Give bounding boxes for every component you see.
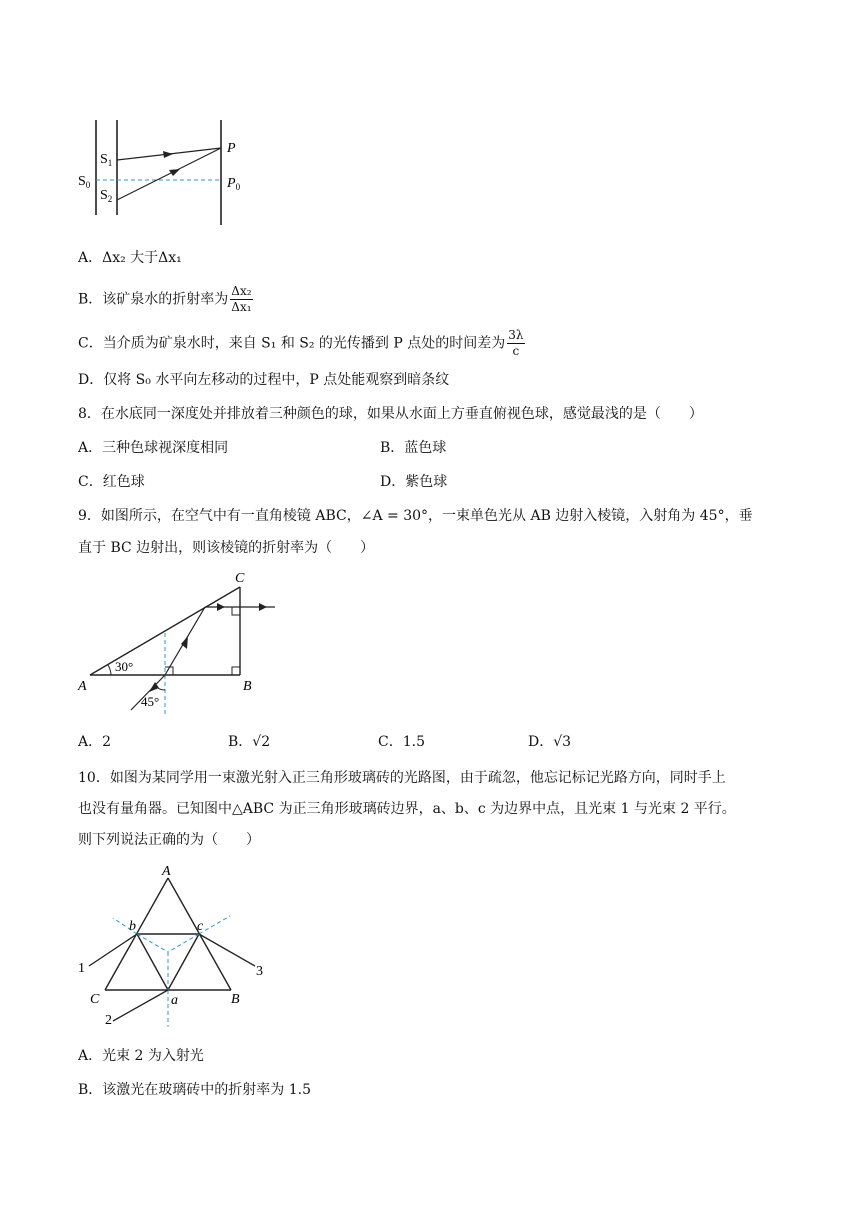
label-c-mid: c [197,919,204,934]
q8-stem: 8．在水底同一深度处并排放着三种颜色的球，如果从水面上方垂直俯视色球，感觉最浅的是（ ） [78,406,703,422]
label-p0: $P_0$ [227,176,241,192]
q7-option-b [78,284,255,315]
q8-option-a: A．三种色球视深度相同 [78,440,229,456]
double-slit-figure [70,115,270,230]
q7-option-c-text: C．当介质为矿泉水时，来自 S₁ 和 S₂ 的光传播到 P 点处的时间差为 [78,335,506,352]
label-s2: $S_2$ [100,188,113,204]
label-a-mid: a [171,993,178,1008]
q9-stem-line1: 9．如图所示，在空气中有一直角棱镜 ABC，∠A = 30°，一束单色光从 AB 边射入棱镜，入射角为 45°，垂 [78,508,753,524]
q10-stem-line1: 10．如图为某同学用一束激光射入正三角形玻璃砖的光路图，由于疏忽，他忘记标记光路方向，同时手上 [78,770,726,786]
q7-option-d: D．仅将 S₀ 水平向左移动的过程中，P 点处能观察到暗条纹 [78,372,450,388]
beam-2-label: 2 [105,1013,112,1028]
label-p: P [227,141,236,156]
label-a: A [78,679,87,694]
label-b: B [243,679,252,694]
q10-stem-line2: 也没有量角器。已知图中△ABC 为正三角形玻璃砖边界，a、b、c 为边界中点，且光束 1 与光束 2 平行。 [78,801,736,817]
label-b-vertex: B [231,992,240,1007]
angle-45-label: 45° [141,694,160,709]
q10-option-b: B．该激光在玻璃砖中的折射率为 1.5 [78,1082,312,1098]
q8-option-b: B．蓝色球 [380,440,447,456]
beam-3-label: 3 [256,964,263,979]
fraction [507,328,524,359]
q10-stem-line3: 则下列说法正确的为（ ） [78,832,260,848]
q9-option-b: B．√2 [228,734,271,750]
q7-option-b-text: B．该矿泉水的折射率为 [78,291,229,308]
label-c-vertex: C [90,992,100,1007]
prism-figure [75,565,295,725]
fraction-denominator: c [512,344,520,358]
fraction-numerator: 3λ [508,328,524,342]
label-s1: $S_1$ [100,152,113,168]
label-b-mid: b [129,919,136,934]
angle-30-label: 30° [115,659,134,674]
q9-option-c: C．1.5 [378,734,425,750]
q7-option-c [78,328,527,359]
fraction [230,284,252,315]
label-a-vertex: A [162,864,171,879]
q9-option-a: A．2 [78,734,112,750]
q9-option-d: D．√3 [528,734,572,750]
fraction-numerator: Δx₂ [231,284,252,298]
triangle-prism-figure [75,862,275,1037]
q8-option-d: D．紫色球 [380,474,448,490]
label-s0: $S_0$ [78,174,91,190]
q10-option-a: A．光束 2 为入射光 [78,1048,204,1064]
q8-option-c: C．红色球 [78,474,145,490]
fraction-denominator: Δx₁ [231,300,252,314]
q7-option-a: A．Δx₂ 大于Δx₁ [78,250,182,266]
label-c: C [235,571,245,586]
beam-1-label: 1 [78,961,85,976]
q9-stem-line2: 直于 BC 边射出，则该棱镜的折射率为（ ） [78,540,375,556]
